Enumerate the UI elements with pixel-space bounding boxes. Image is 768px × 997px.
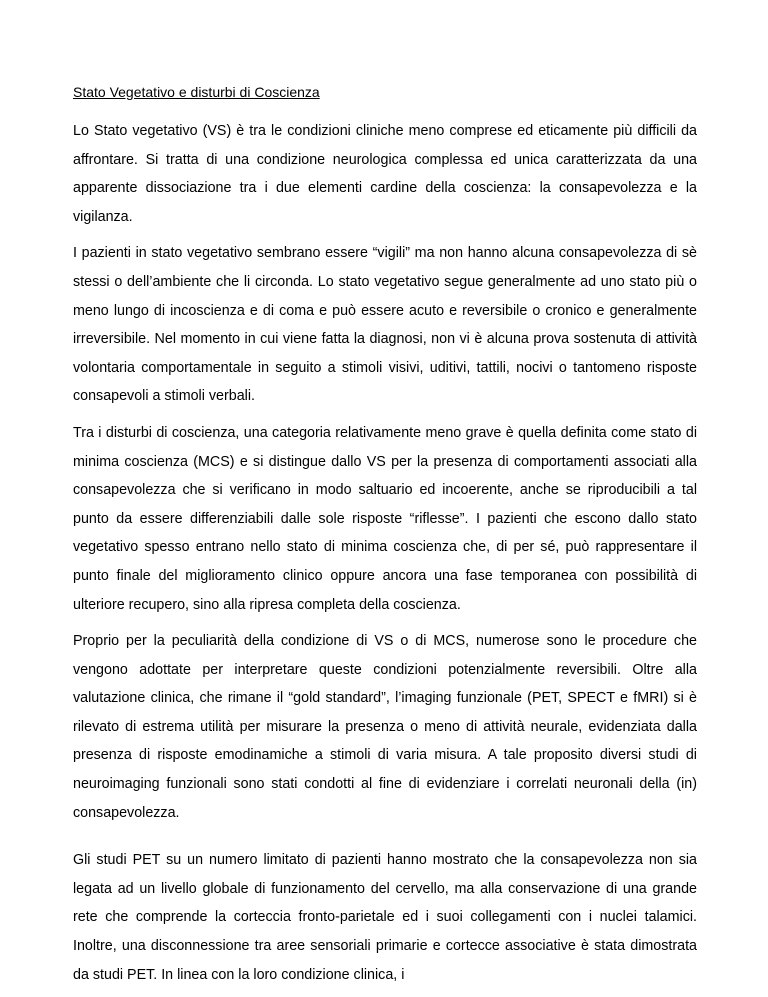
paragraph-2: I pazienti in stato vegetativo sembrano essere “vigili” ma non hanno alcuna consapevolezza di sè stessi o dell’ambiente che li circonda. Lo stato vegetativo segue generalmente ad uno stato più o meno lungo di incoscienza e di coma e può essere acuto e reversibile o cronico e generalmente irreversibile. Nel momento in cui viene fatta la diagnosi, non vi è alcuna prova sostenuta di attività volontaria comportamentale in seguito a stimoli visivi, uditivi, tattili, nocivi o tantomeno risposte consapevoli a stimoli verbali. <box>73 245 697 405</box>
paragraph-1: Lo Stato vegetativo (VS) è tra le condizioni cliniche meno comprese ed eticamente più difficili da affrontare. Si tratta di una condizione neurologica complessa ed unica caratterizzata da una apparente dissociazione tra i due elementi cardine della coscienza: la consapevolezza e la vigilanza. <box>73 123 697 225</box>
paragraph-3: Tra i disturbi di coscienza, una categoria relativamente meno grave è quella definita come stato di minima coscienza (MCS) e si distingue dallo VS per la presenza di comportamenti associati alla consapevolezza che si verificano in modo saltuario ed incoerente, anche se riproducibili a tal punto da essere differenziabili dalle sole risposte “riflesse”. I pazienti che escono dallo stato vegetativo spesso entrano nello stato di minima coscienza che, di per sé, può rappresentare il punto finale del miglioramento clinico oppure ancora una fase temporanea con possibilità di ulteriore recupero, sino alla ripresa completa della coscienza. <box>73 424 697 613</box>
paragraph-4: Proprio per la peculiarità della condizione di VS o di MCS, numerose sono le procedure che vengono adottate per interpretare queste condizioni potenzialmente reversibili. Oltre alla valutazione clinica, che rimane il “gold standard”, l’imaging funzionale (PET, SPECT e fMRI) si è rilevato di estrema utilità per misurare la presenza o meno di attività neurale, evidenziata dalla presenza di risposte emodinamiche a stimoli di varia misura. A tale proposito diversi studi di neuroimaging funzionali sono stati condotti al fine di evidenziare i correlati neuronali della (in) consapevolezza. <box>73 633 697 821</box>
paragraph-5: Gli studi PET su un numero limitato di pazienti hanno mostrato che la consapevolezza non sia legata ad un livello globale di funzionamento del cervello, ma alla conservazione di una grande rete che comprende la corteccia fronto-parietale ed i suoi collegamenti con i nuclei talamici. Inoltre, una disconnessione tra aree sensoriali primarie e cortecce associative è stata dimostrata da studi PET. In linea con la loro condizione clinica, i <box>73 852 697 983</box>
document-page <box>73 82 697 997</box>
document-title: Stato Vegetativo e disturbi di Coscienza <box>73 84 320 100</box>
